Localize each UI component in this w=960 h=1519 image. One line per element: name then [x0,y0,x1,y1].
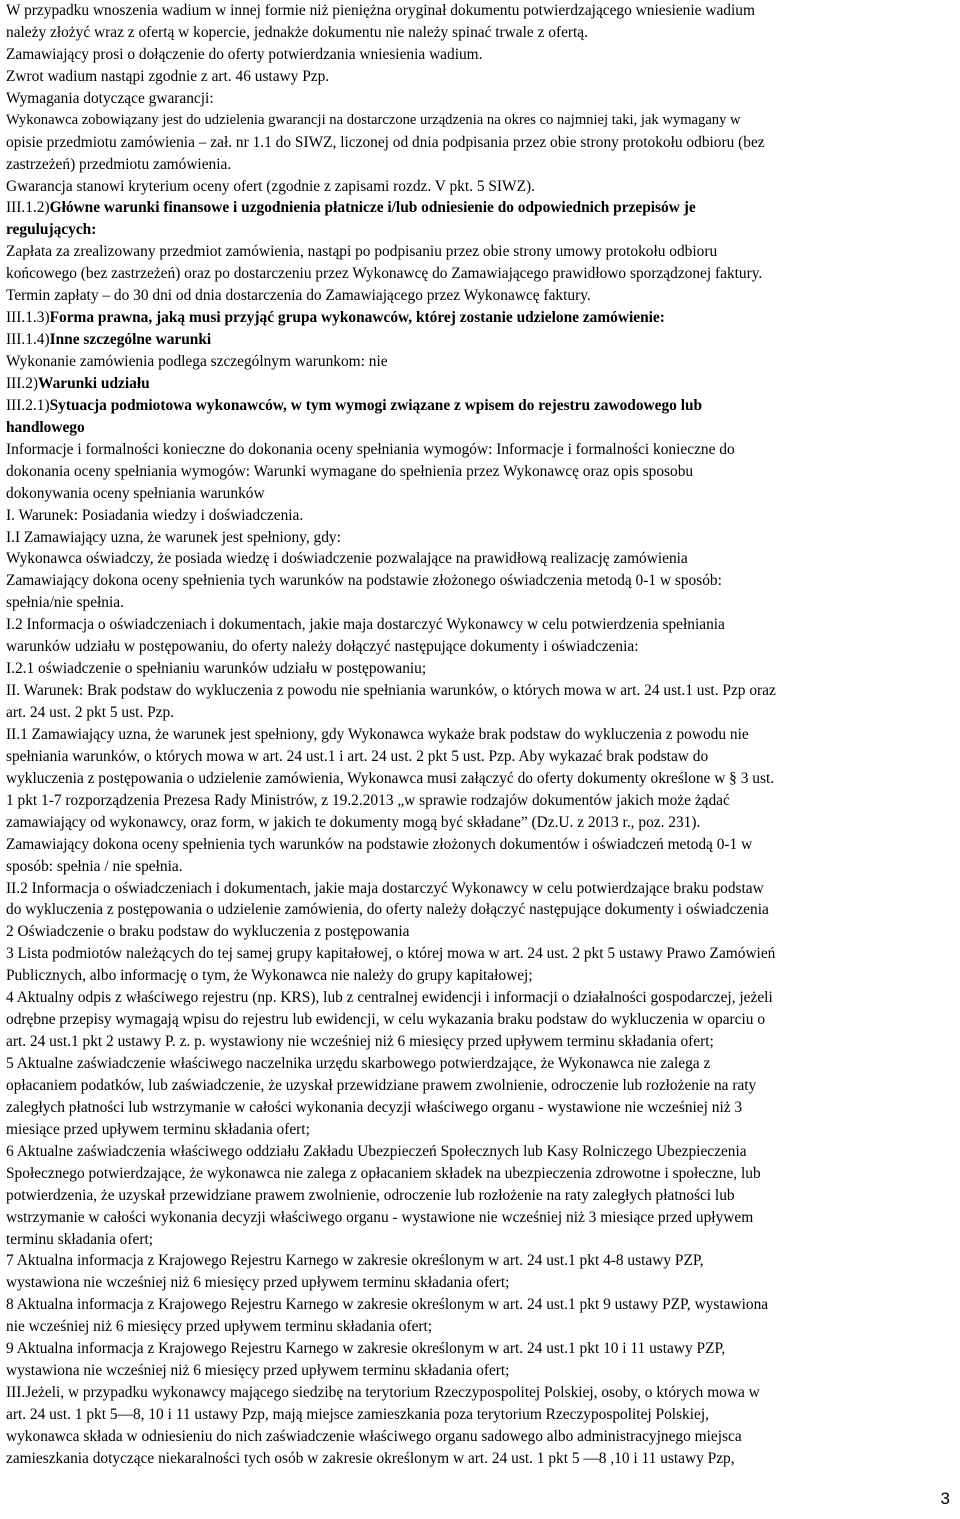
text-line [6,1163,954,1185]
text-segment: zastrzeżeń) przedmiotu zamówienia. [6,155,232,173]
text-segment: III.1.3) [6,309,50,327]
text-line [6,527,954,549]
text-segment: W przypadku wnoszenia wadium w innej formie niż pieniężna oryginał dokumentu potwierdzającego wniesienie wadium [6,2,755,19]
text-segment: I.2.1 oświadczenie o spełnianiu warunków udziału w postępowaniu; [6,660,427,678]
text-segment: odrębne przepisy wymagają wpisu do rejestru lub ewidencji, w celu wykazania braku podstaw do wykluczenia w oparciu o [6,1011,766,1029]
text-line [6,702,954,724]
text-segment: należy złożyć wraz z ofertą w kopercie, jednakże dokumentu nie należy spinać trwale z ofertą. [6,23,588,41]
text-line [6,263,954,285]
text-line [6,570,954,592]
text-segment: 7 Aktualna informacja z Krajowego Rejestru Karnego w zakresie określonym w art. 24 ust.1 pkt 4-8 ustawy PZP, [6,1252,704,1270]
text-line [6,1053,954,1075]
text-line [6,1426,954,1448]
page-number: 3 [940,1489,950,1508]
text-segment: Zapłata za zrealizowany przedmiot zamówienia, nastąpi po podpisaniu przez obie strony umowy protokołu odbioru [6,243,718,261]
text-segment: spełnia/nie spełnia. [6,594,124,612]
text-segment: potwierdzenia, że uzyskał przewidziane prawem zwolnienie, odroczenie lub rozłożenie na raty zaległych płatności lub [6,1186,735,1204]
text-line [6,899,954,921]
text-line [6,965,954,987]
text-segment: nie wcześniej niż 6 miesięcy przed upływem terminu składania ofert; [6,1318,433,1336]
text-line [6,44,954,66]
text-segment: 2 Oświadczenie o braku podstaw do wykluczenia z postępowania [6,923,410,941]
text-line [6,1250,954,1272]
bold-text-segment: Warunki udziału [38,374,150,392]
text-line [6,1185,954,1207]
text-line [6,373,954,395]
text-line [6,724,954,746]
text-segment: 8 Aktualna informacja z Krajowego Rejestru Karnego w zakresie określonym w art. 24 ust.1 pkt 9 ustawy PZP, wystawiona [6,1296,769,1314]
text-segment: III.1.4) [6,331,50,349]
text-line [6,592,954,614]
text-line [6,943,954,965]
text-segment: wstrzymanie w całości wykonania decyzji właściwego organu - wystawione nie wcześniej niż 3 miesiące przed upływem [6,1208,754,1226]
text-line [6,1360,954,1382]
text-line [6,88,954,110]
text-line [6,636,954,658]
text-line [6,834,954,856]
text-segment: zamawiający od wykonawcy, oraz form, w jakich te dokumenty mogą być składane” (Dz.U. z 2013 r., poz. 231). [6,813,701,831]
text-line [6,219,954,241]
text-line [6,505,954,527]
text-segment: art. 24 ust. 1 pkt 5—8, 10 i 11 ustawy Pzp, mają miejsce zamieszkania poza terytorium Rzeczypospolitej Polskiej, [6,1406,709,1423]
text-line [6,417,954,439]
bold-text-segment: Inne szczególne warunki [49,331,212,349]
text-segment: końcowego (bez zastrzeżeń) oraz po dostarczeniu przez Wykonawcę do Zamawiającego prawidłowo sporządzonej faktury. [6,265,763,283]
text-line [6,614,954,636]
text-line [6,1097,954,1119]
text-segment: opisie przedmiotu zamówienia – zał. nr 1.1 do SIWZ, liczonej od dnia podpisania przez obie strony protokołu odbioru (bez [6,133,765,151]
text-line [6,66,954,88]
text-line [6,483,954,505]
bold-text-segment: Główne warunki finansowe i uzgodnienia płatnicze i/lub odniesienie do odpowiednich przepisów je [49,199,696,217]
text-line [6,790,954,812]
text-line [6,461,954,483]
text-segment: 6 Aktualne zaświadczenia właściwego oddziału Zakładu Ubezpieczeń Społecznych lub Kasy Rolniczego Ubezpieczenia [6,1142,747,1160]
text-segment: wystawiona nie wcześniej niż 6 miesięcy przed upływem terminu składania ofert; [6,1274,510,1292]
text-line [6,1207,954,1229]
text-line [6,0,954,22]
text-line [6,1404,954,1426]
text-line [6,746,954,768]
text-segment: II.1 Zamawiający uzna, że warunek jest spełniony, gdy Wykonawca wykaże brak podstaw do wykluczenia z powodu nie [6,725,749,743]
text-segment: art. 24 ust. 2 pkt 5 ust. Pzp. [6,704,175,721]
text-line [6,548,954,570]
text-segment: Publicznych, albo informację o tym, że Wykonawca nie należy do grupy kapitałowej; [6,967,533,985]
text-line [6,197,954,219]
text-segment: terminu składania ofert; [6,1230,154,1248]
text-segment: Wykonawca oświadczy, że posiada wiedzę i doświadczenie pozwalające na prawidłową realizację zamówienia [6,550,688,568]
text-segment: 5 Aktualne zaświadczenie właściwego naczelnika urzędu skarbowego potwierdzające, że Wykonawca nie zalega z [6,1055,711,1072]
text-segment: 4 Aktualny odpis z właściwego rejestru (np. KRS), lub z centralnej ewidencji i informacji o działalności gospodarczej, jeżeli [6,989,773,1007]
text-segment: sposób: spełnia / nie spełnia. [6,857,183,875]
text-segment: III.Jeżeli, w przypadku wykonawcy mającego siedzibę na terytorium Rzeczypospolitej Polskiej, osoby, o których mowa w [6,1384,760,1402]
text-line [6,307,954,329]
text-segment: I. Warunek: Posiadania wiedzy i doświadczenia. [6,506,304,524]
text-line [6,241,954,263]
text-segment: I.2 Informacja o oświadczeniach i dokumentach, jakie maja dostarczyć Wykonawcy w celu potwierdzenia spełniania [6,616,725,634]
bold-text-segment: Sytuacja podmiotowa wykonawców, w tym wymogi związane z wpisem do rejestru zawodowego lub [49,396,703,414]
document-body [6,0,954,1470]
text-line [6,1031,954,1053]
text-segment: do wykluczenia z postępowania o udzielenie zamówienia, do oferty należy dołączyć następujące dokumenty i oświadczenia [6,901,769,919]
text-segment: 3 Lista podmiotów należących do tej samej grupy kapitałowej, o której mowa w art. 24 ust. 2 pkt 5 ustawy Prawo Zamówień [6,945,776,963]
text-segment: wystawiona nie wcześniej niż 6 miesięcy przed upływem terminu składania ofert; [6,1362,510,1380]
text-line [6,1119,954,1141]
text-line [6,1382,954,1404]
text-segment: Gwarancja stanowi kryterium oceny ofert (zgodnie z zapisami rozdz. V pkt. 5 SIWZ). [6,177,535,195]
text-line [6,812,954,834]
text-line [6,329,954,351]
text-segment: Termin zapłaty – do 30 dni od dnia dostarczenia do Zamawiającego przez Wykonawcę faktury. [6,287,591,305]
text-line [6,1075,954,1097]
text-line [6,768,954,790]
text-segment: Zwrot wadium nastąpi zgodnie z art. 46 ustawy Pzp. [6,67,330,85]
text-segment: III.1.2) [6,199,50,217]
text-line [6,154,954,176]
text-segment: wykluczenia z postępowania o udzielenie zamówienia, Wykonawca musi załączyć do oferty dokumenty określone w § 3 ust. [6,769,775,787]
document-page [6,0,954,1470]
text-line [6,132,954,154]
bold-text-segment: Forma prawna, jaką musi przyjąć grupa wykonawców, której zostanie udzielone zamówienie: [49,309,665,327]
text-segment: wykonawca składa w odniesieniu do nich zaświadczenie właściwego organu sadowego albo administracyjnego miejsca [6,1427,742,1445]
text-segment: dokonania oceny spełniania wymogów: Warunki wymagane do spełnienia przez Wykonawcę oraz opis sposobu [6,462,694,480]
text-segment: Zamawiający dokona oceny spełnienia tych warunków na podstawie złożonych dokumentów i oświadczeń metodą 0-1 w [6,835,753,853]
text-line [6,658,954,680]
text-line [6,1009,954,1031]
text-segment: 9 Aktualna informacja z Krajowego Rejestru Karnego w zakresie określonym w art. 24 ust.1 pkt 10 i 11 ustawy PZP, [6,1340,726,1358]
text-line [6,1338,954,1360]
text-line [6,285,954,307]
text-line [6,987,954,1009]
text-line [6,1229,954,1251]
text-line [6,878,954,900]
text-segment: dokonywania oceny spełniania warunków [6,484,265,502]
text-segment: art. 24 ust.1 pkt 2 ustawy P. z. p. wystawiony nie wcześniej niż 6 miesięcy przed upływem terminu składania ofert; [6,1033,714,1051]
text-line [6,351,954,373]
text-line [6,1141,954,1163]
text-segment: zamieszkania dotyczące niekaralności tych osób w zakresie określonym w art. 24 ust. 1 pkt 5 —8 ,10 i 11 ustawy Pzp, [6,1449,735,1467]
text-segment: opłacaniem podatków, lub zaświadczenie, że uzyskał przewidziane prawem zwolnienie, odroczenie lub rozłożenie na raty [6,1076,757,1094]
text-segment: warunków udziału w postępowaniu, do oferty należy dołączyć następujące dokumenty i oświadczenia: [6,638,639,656]
text-line [6,680,954,702]
text-line [6,22,954,44]
bold-text-segment: regulujących: [6,221,97,239]
text-segment: III.2.1) [6,396,50,414]
text-segment: III.2) [6,374,39,392]
text-line [6,1316,954,1338]
text-segment: Informacje i formalności konieczne do dokonania oceny spełniania wymogów: Informacje i formalności konieczne do [6,440,735,458]
text-segment: II. Warunek: Brak podstaw do wykluczenia z powodu nie spełniania warunków, o których mowa w art. 24 ust.1 ust. Pzp oraz [6,682,776,700]
text-segment: Zamawiający prosi o dołączenie do oferty potwierdzania wniesienia wadium. [6,45,483,63]
text-segment: II.2 Informacja o oświadczeniach i dokumentach, jakie maja dostarczyć Wykonawcy w celu potwierdzające braku podstaw [6,879,764,897]
text-line [6,921,954,943]
text-segment: Zamawiający dokona oceny spełnienia tych warunków na podstawie złożonego oświadczenia metodą 0-1 w sposób: [6,572,722,590]
text-segment: Wymagania dotyczące gwarancji: [6,89,214,107]
text-line [6,439,954,461]
text-line [6,1294,954,1316]
text-segment: spełniania warunków, o których mowa w art. 24 ust.1 i art. 24 ust. 2 pkt 5 ust. Pzp. Aby wykazać brak podstaw do [6,747,709,765]
text-segment: miesiące przed upływem terminu składania ofert; [6,1120,310,1138]
text-segment: Wykonanie zamówienia podlega szczególnym warunkom: nie [6,353,388,370]
text-line [6,856,954,878]
text-segment: Społecznego potwierdzające, że wykonawca nie zalega z opłacaniem składek na ubezpieczenia zdrowotne i społeczne, lub [6,1164,761,1182]
text-line [6,110,954,132]
text-line [6,395,954,417]
text-line [6,176,954,198]
text-segment: I.I Zamawiający uzna, że warunek jest spełniony, gdy: [6,528,341,546]
text-segment: Wykonawca zobowiązany jest do udzielenia gwarancji na dostarczone urządzenia na okres co najmniej taki, jak wymagany w [6,111,741,128]
text-segment: 1 pkt 1-7 rozporządzenia Prezesa Rady Ministrów, z 19.2.2013 „w sprawie rodzajów dokumentów jakich może żądać [6,791,730,809]
text-segment: zaległych płatności lub wstrzymanie w całości wykonania decyzji właściwego organu - wystawione nie wcześniej niż 3 [6,1098,743,1116]
text-line [6,1448,954,1470]
text-line [6,1272,954,1294]
bold-text-segment: handlowego [6,418,85,436]
